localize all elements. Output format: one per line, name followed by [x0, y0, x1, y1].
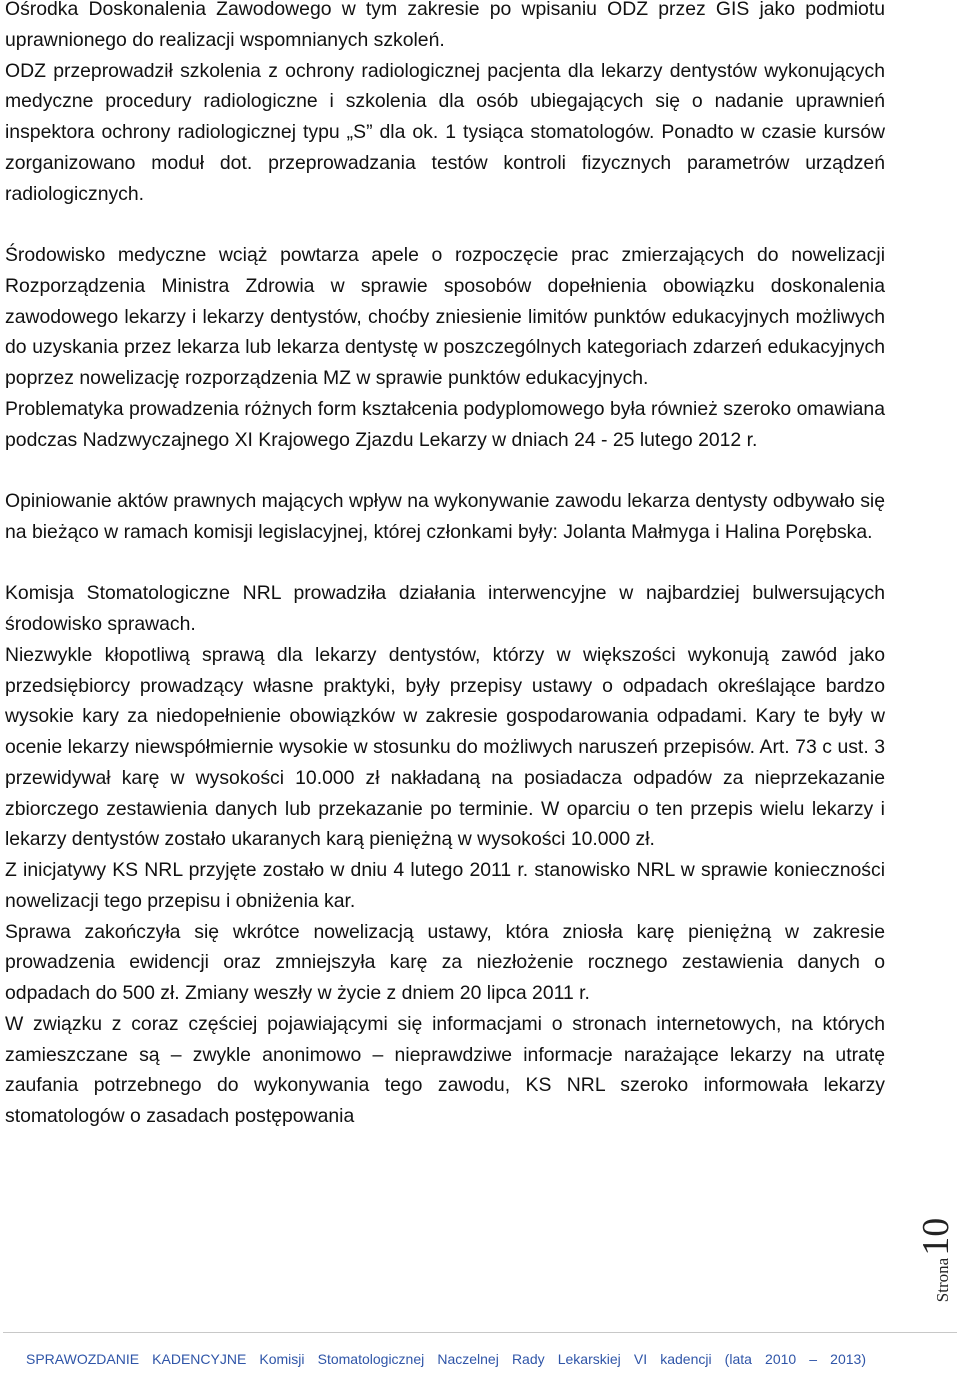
paragraph-odz-trainings: ODZ przeprowadził szkolenia z ochrony radiologicznej pacjenta dla lekarzy dentystów wykonujących medyczne procedury radiologiczne i szkolenia dla osób ubiegających się o nadanie uprawnień inspektora ochrony radiologicznej typu „S” dla ok. 1 tysiąca stomatologów. Ponadto w czasie kursów zorganizowano moduł dot. przeprowadzania testów kontroli fizycznych parametrów urządzeń radiologicznych.	[5, 59, 885, 205]
paragraph-medical-community: Środowisko medyczne wciąż powtarza apele o rozpoczęcie prac zmierzających do nowelizacji Rozporządzenia Ministra Zdrowia w sprawie sposobów dopełnienia obowiązku doskonalenia zawodowego lekarzy i lekarzy dentystów, choćby zniesienie limitów punktów edukacyjnych możliwych do uzyskania przez lekarza lub lekarza dentystę w poszczególnych kategoriach zdarzeń edukacyjnych poprzez nowelizację rozporządzenia MZ w sprawie punktów edukacyjnych.	[5, 244, 885, 389]
document-body	[5, 0, 885, 1132]
page-number-value: 10	[915, 1217, 957, 1256]
paragraph-spacer	[5, 548, 885, 579]
paragraph-websites: W związku z coraz częściej pojawiającymi się informacjami o stronach internetowych, na których zamieszczane są – zwykle anonimowo – nieprawdziwe informacje narażające lekarzy na utratę zaufania potrzebnego do wykonywania tego zawodu, KS NRL szeroko informowała lekarzy stomatologów o zasadach postępowania	[5, 1012, 885, 1127]
footer-divider	[3, 1332, 957, 1333]
paragraph-legal-opinions: Opiniowanie aktów prawnych mających wpływ na wykonywanie zawodu lekarza dentysty odbywało się na bieżąco w ramach komisji legislacyjnej, której członkami były: Jolanta Małmyga i Halina Porębska.	[5, 490, 885, 543]
paragraph-spacer	[5, 209, 885, 240]
paragraph-amendment: Sprawa zakończyła się wkrótce nowelizacją ustawy, która zniosła karę pieniężną w zakresie prowadzenia ewidencji oraz zmniejszyła karę za niezłożenie rocznego zestawienia danych o odpadach do 500 zł. Zmiany weszły w życie z dniem 20 lipca 2011 r.	[5, 920, 885, 1004]
paragraph-odz-intro: Ośrodka Doskonalenia Zawodowego w tym zakresie po wpisaniu ODZ przez GIS jako podmiotu uprawnionego do realizacji wspomnianych szkoleń.	[5, 0, 885, 51]
paragraph-ks-nrl-initiative: Z inicjatywy KS NRL przyjęte zostało w dniu 4 lutego 2011 r. stanowisko NRL w sprawie konieczności nowelizacji tego przepisu i obniżenia kar.	[5, 859, 885, 912]
page-number	[917, 1218, 955, 1302]
page-number-label: Strona	[933, 1257, 952, 1303]
paragraph-spacer	[5, 455, 885, 486]
paragraph-waste-law: Niezwykle kłopotliwą sprawą dla lekarzy dentystów, którzy w większości wykonują zawód jako przedsiębiorcy prowadzący własne praktyki, były przepisy ustawy o odpadach określające bardzo wysokie kary za niedopełnienie obowiązków w zakresie gospodarowania odpadami. Kary te były w ocenie lekarzy niewspółmiernie wysokie w stosunku do możliwych naruszeń przepisów. Art. 73 c ust. 3 przewidywał karę w wysokości 10.000 zł nakładaną na posiadacza odpadów za nieprzekazanie zbiorczego zestawienia danych lub przekazanie po terminie. W oparciu o ten przepis wielu lekarzy i lekarzy dentystów zostało ukaranych karą pieniężną w wysokości 10.000 zł.	[5, 643, 885, 851]
paragraph-postgraduate: Problematyka prowadzenia różnych form kształcenia podyplomowego była również szeroko omawiana podczas Nadzwyczajnego XI Krajowego Zjazdu Lekarzy w dniach 24 - 25 lutego 2012 r.	[5, 397, 885, 451]
footer-title: SPRAWOZDANIE KADENCYJNE Komisji Stomatologicznej Naczelnej Rady Lekarskiej VI kadencji (lata 2010 – 2013)	[26, 1351, 866, 1367]
paragraph-commission-actions: Komisja Stomatologiczne NRL prowadziła działania interwencyjne w najbardziej bulwersujących środowisko sprawach.	[5, 582, 885, 635]
